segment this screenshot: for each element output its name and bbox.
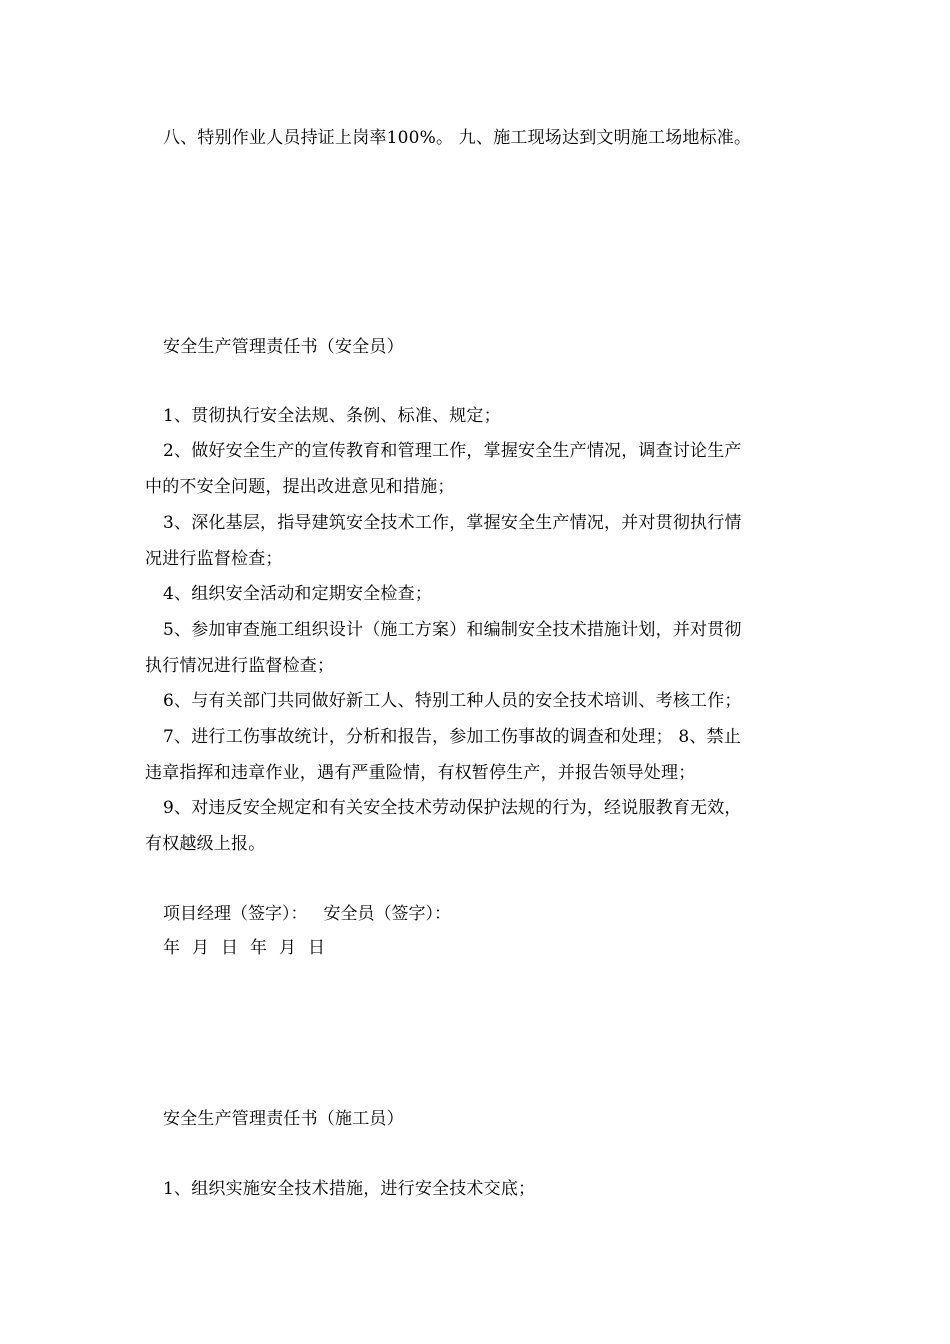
date-day-label: 日 [221, 938, 238, 958]
paragraph-line: 1、组织实施安全技术措施，进行安全技术交底； [163, 1179, 536, 1199]
date-row [163, 937, 337, 959]
paragraph-line: 9、对违反安全规定和有关安全技术劳动保护法规的行为，经说服教育无效， [163, 798, 742, 818]
date-month-label: 月 [192, 938, 209, 958]
paragraph-line: 中的不安全问题，提出改进意见和措施； [145, 477, 455, 497]
date-year-label: 年 [163, 938, 180, 958]
paragraph-line: 3、深化基层，指导建筑安全技术工作，掌握安全生产情况，并对贯彻执行情 [163, 513, 742, 533]
paragraph-line: 6、与有关部门共同做好新工人、特别工种人员的安全技术培训、考核工作； [163, 691, 742, 711]
paragraph-line: 执行情况进行监督检查； [145, 656, 335, 676]
section-title-safety-officer: 安全生产管理责任书（安全员） [163, 337, 404, 357]
paragraph-line: 况进行监督检查； [145, 549, 283, 569]
section-title-construction-officer: 安全生产管理责任书（施工员） [163, 1109, 404, 1129]
manager-signature-label: 项目经理（签字）： [163, 904, 308, 924]
paragraph-line: 有权越级上报。 [145, 834, 266, 854]
paragraph-line: 2、做好安全生产的宣传教育和管理工作，掌握安全生产情况，调查讨论生产 [163, 441, 742, 461]
date-month-label: 月 [279, 938, 296, 958]
date-day-label: 日 [308, 938, 325, 958]
paragraph-line: 5、参加审查施工组织设计（施工方案）和编制安全技术措施计划，并对贯彻 [163, 620, 742, 640]
top-text-line: 八、特别作业人员持证上岗率100%。 九、施工现场达到文明施工场地标准。 [163, 128, 752, 148]
paragraph-line: 7、进行工伤事故统计，分析和报告，参加工伤事故的调查和处理； 8、禁止 [163, 727, 742, 747]
paragraph-line: 违章指挥和违章作业，遇有严重险情，有权暂停生产，并报告领导处理； [145, 763, 696, 783]
paragraph-line: 1、贯彻执行安全法规、条例、标准、规定； [163, 406, 501, 426]
signature-row [163, 903, 451, 925]
paragraph-line: 4、组织安全活动和定期安全检查； [163, 584, 433, 604]
safety-officer-signature-label: 安全员（签字）： [323, 904, 451, 924]
date-year-label: 年 [250, 938, 267, 958]
